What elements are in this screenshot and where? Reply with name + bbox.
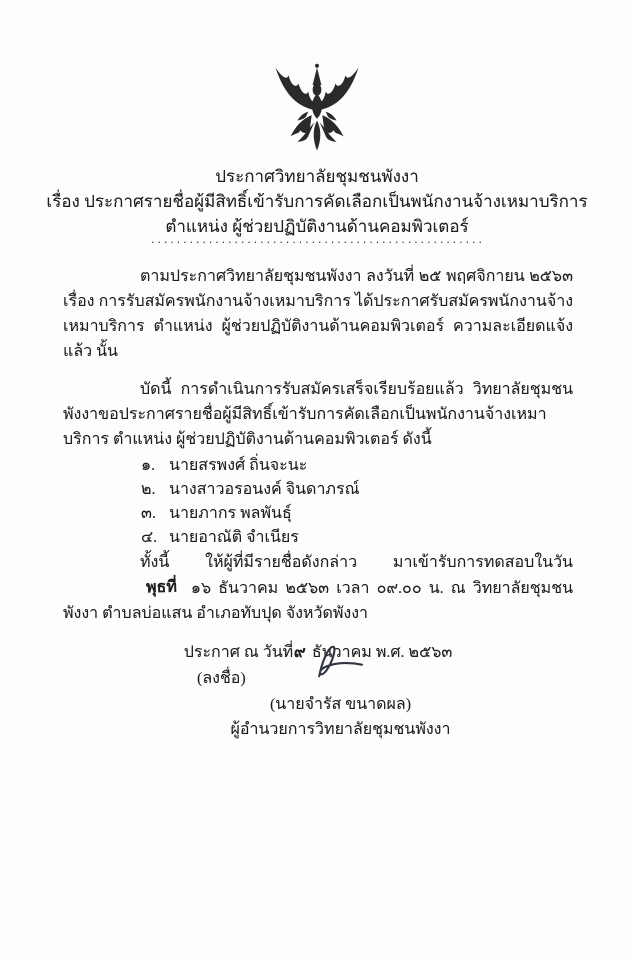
list-item xyxy=(141,502,573,526)
signer-title: ผู้อำนวยการวิทยาลัยชุมชนพังงา xyxy=(230,721,451,738)
garuda-emblem-icon xyxy=(264,60,370,163)
list-item xyxy=(141,526,573,550)
candidate-name: นายภากร พลพันธุ์ xyxy=(169,505,292,522)
candidate-number: ๓. xyxy=(141,505,156,522)
document-title-block xyxy=(0,164,634,239)
candidate-name: นายอาณัติ จำเนียร xyxy=(169,529,299,546)
signer-name: (นายจำรัส ขนาดผล) xyxy=(269,696,412,713)
sign-label: (ลงชื่อ) xyxy=(197,670,246,687)
date-suffix: ธันวาคม พ.ศ. ๒๕๖๓ xyxy=(311,644,453,661)
candidate-name: นายสรพงศ์ ถิ่นจะนะ xyxy=(169,457,308,474)
candidate-number: ๔. xyxy=(141,529,158,546)
announcement-subject-line: เรื่อง ประกาศรายชื่อผู้มีสิทธิ์เข้ารับการคัดเลือกเป็นพนักงานจ้างเหมาบริการ xyxy=(46,192,588,211)
handwritten-date-number: ๙ xyxy=(293,641,307,662)
paragraph-result: บัดนี้ การดำเนินการรับสมัครเสร็จเรียบร้อยแล้ว วิทยาลัยชุมชนพังงาขอประกาศรายชื่อผู้มีสิทธิ์เข้ารับการคัดเลือกเป็นพนักงานจ้างเหมาบริการ ตำแหน่ง ผู้ช่วยปฏิบัติงานด้านคอมพิวเตอร์ ดังนี้ xyxy=(63,381,573,448)
signature-squiggle-icon xyxy=(305,640,385,689)
list-item xyxy=(141,478,573,502)
paragraph-reference: ตามประกาศวิทยาลัยชุมชนพังงา ลงวันที่ ๒๕ พฤศจิกายน ๒๕๖๓ เรื่อง การรับสมัครพนักงานจ้างเหมาบริการ ได้ประกาศรับสมัครพนักงานจ้างเหมาบริการ ตำแหน่ง ผู้ช่วยปฏิบัติงานด้านคอมพิวเตอร์ ความละเอียดแจ้งแล้ว นั้น xyxy=(63,268,573,360)
signature-block xyxy=(63,640,573,770)
candidate-list xyxy=(141,454,573,550)
candidate-number: ๒. xyxy=(141,481,156,498)
date-prefix: ประกาศ ณ วันที่ xyxy=(183,644,294,661)
paragraph-test-schedule xyxy=(63,550,573,626)
handwritten-day-annotation: พุธที่ xyxy=(145,576,178,597)
announcement-position-line: ตำแหน่ง ผู้ช่วยปฏิบัติงานด้านคอมพิวเตอร์ xyxy=(165,217,469,236)
list-item xyxy=(141,454,573,478)
test-schedule-text-after: ๑๖ ธันวาคม ๒๕๖๓ เวลา ๐๙.๐๐ น. ณ วิทยาลัยชุมชนพังงา ตำบลบ่อแสน อำเภอทับปุด จังหวัดพังงา xyxy=(63,580,573,622)
candidate-name: นางสาวอรอนงค์ จินดาภรณ์ xyxy=(169,481,360,498)
document-body xyxy=(63,264,573,665)
test-schedule-text-before: ทั้งนี้ ให้ผู้ที่มีรายชื่อดังกล่าว มาเข้ารับการทดสอบในวัน xyxy=(140,554,573,571)
announcement-org-line: ประกาศวิทยาลัยชุมชนพังงา xyxy=(215,167,419,186)
candidate-number: ๑. xyxy=(141,457,156,474)
dotted-divider: .................................................... xyxy=(150,236,484,246)
